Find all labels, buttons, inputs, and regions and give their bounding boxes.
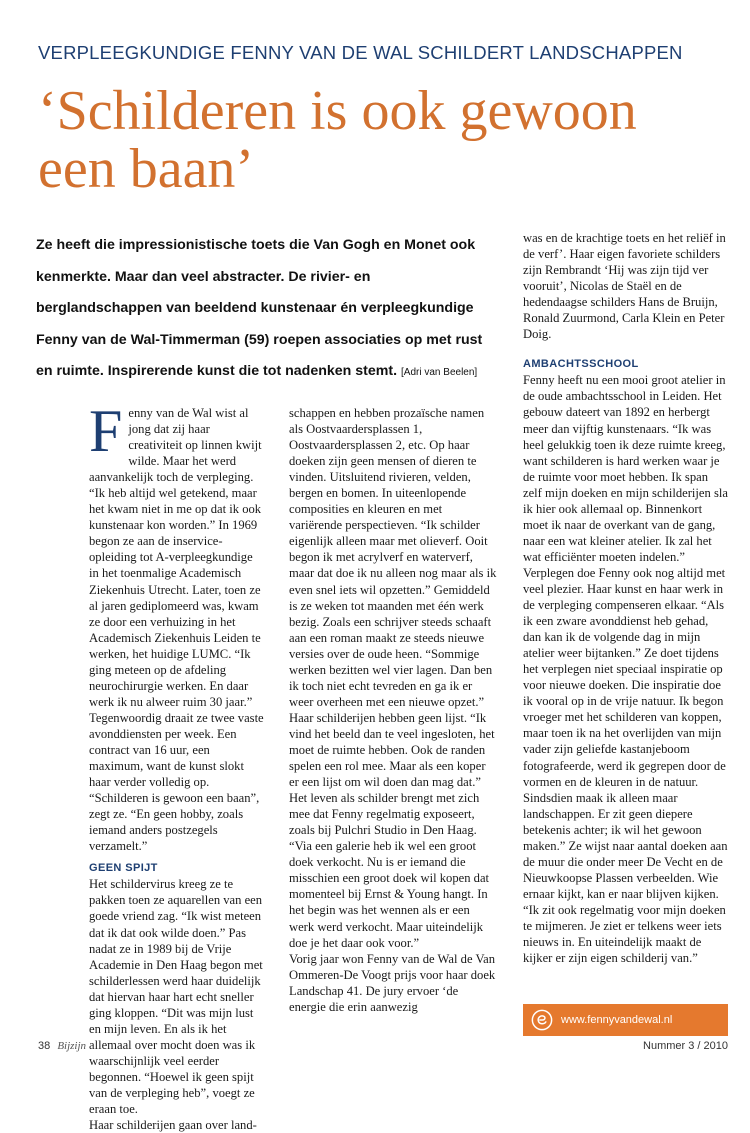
paragraph: Haar schilderijen gaan over land- xyxy=(89,1118,257,1133)
paragraph: Het schildervirus kreeg ze te pakken toen ze aquarellen van een goede vriend zag. “Ik wist meteen dat ik dat ook wilde doen.” Pas nadat ze in 1989 bij de Vrije Academie in Den Haag begon met schilderlessen werd haar duidelijk dat hiervan haar hart echt sneller ging kloppen. “Dit was mijn lust en mijn leven. En als ik het allemaal over mocht doen was ik waarschijnlijk veel eerder begonnen. “Hoewel ik geen spijt van de verpleging heb”, voegt ze eraan toe. xyxy=(89,877,263,1117)
issue-label: Nummer 3 / 2010 xyxy=(643,1040,728,1052)
drop-cap: F xyxy=(89,398,123,464)
paragraph: enny van de Wal wist al jong dat zij haar creativiteit op linnen kwijt wilde. Maar het werd aanvankelijk toch de verpleging. “Ik heb altijd wel getekend, maar het kwam niet in me op dat ik ook kunstenaar kon worden.” In 1969 begon ze aan de inservice-opleiding tot A-verpleegkundige in het toenmalige Academisch Ziekenhuis Utrecht. Later, toen ze al jaren gediplomeerd was, kwam ze door een verhuizing in het Academisch Ziekenhuis Leiden te werken, het huidige LUMC. “Ik ging meteen op de afdeling neurochirurgie werken. En daar werk ik nu alweer ruim 30 jaar.” xyxy=(89,406,262,709)
column-3 xyxy=(523,230,728,966)
paragraph: Fenny heeft nu een mooi groot atelier in de oude ambachtsschool in Leiden. Het gebouw dateert van 1892 en herbergt meer dan vijftig kunstenaars. “Ik was heel gelukkig toen ik deze ruimte kreeg, want schilderen is hard werken waar je de ruimte voor moet hebben. Ik span zelf mijn doeken en mijn schilderijen sla ik hier ook allemaal op. Binnenkort moet ik naar de overkant van de gang, naar een wat kleiner atelier. Ik zal het wat efficiënter moeten indelen.” xyxy=(523,373,728,564)
byline: [Adri van Beelen] xyxy=(401,367,478,378)
paragraph: Haar schilderijen hebben geen lijst. “Ik vind het beeld dan te veel ingesloten, het moet de ruimte hebben. Ook de randen spelen een rol mee. Maar als een koper er een lijst om wil doen dan mag dat.” xyxy=(289,710,495,790)
paragraph: schappen en hebben prozaïsche namen als Oostvaardersplassen 1, Oostvaardersplassen 2, etc. Op haar doeken zijn geen mensen of dieren te vinden. Uitsluitend rivieren, velden, bergen en bomen. In uiteenlopende composities en kleuren en met variërende perspectieven. “Ik schilder eigenlijk alleen maar met olieverf. Ooit begon ik met acrylverf en waterverf, maar dat doe ik nu alleen nog maar als ik even snel iets wil opzetten.” Gemiddeld is ze weken tot maanden met één werk bezig. Zoals een schrijver steeds schaaft aan een roman maakt ze steeds nieuwe versies over de oude heen. “Sommige werken bezitten wel vier lagen. Dan ben ik toch niet echt tevreden en ga ik er weer overheen met een nieuwe opzet.” xyxy=(289,406,497,709)
footer-left xyxy=(38,1040,86,1052)
paragraph: Verplegen doe Fenny ook nog altijd met veel plezier. Haar kunst en haar werk in de verpleging compenseren elkaar. “Als ik een zware avonddienst heb gehad, dan kan ik de volgende dag in mijn atelier weer bijtanken.” Ze doet tijdens het verplegen niet speciaal inspiratie op voor nieuwe doeken. Die inspiratie doe ik vooral op in de vrije natuur. Ik begon vroeger met het schilderen van koppen, maar toen ik na het overlijden van mijn vader zijn geliefde kastanjeboom fotografeerde, werd ik gegrepen door de vormen en de kleuren in de natuur. Sindsdien maak ik alleen maar landschappen. Er zit geen diepere betekenis achter; ik wil het gewoon maken.” Ze wijst naar aantal doeken aan de muur die onder meer De Vecht en de Nieuwkoopse Plassen verbeelden. Wie ernaar kijkt, kan er naar blijven kijken. “Ik zit ook regelmatig voor mijn doeken te mijmeren. Je ziet er telkens weer iets nieuws in. En uiteindelijk maakt de kijker er zijn eigen schilderij van.” xyxy=(523,565,728,966)
page-number: 38 xyxy=(38,1040,51,1052)
paragraph: was en de krachtige toets en het reliëf in de verf’. Haar eigen favoriete schilders zijn Rembrandt ‘Hij was zijn tijd ver vooruit’, Nicolas de Staël en de hedendaagse schilders Hans de Bruijn, Ronald Zuurmond, Carla Klein en Peter Doig. xyxy=(523,231,726,342)
article-kicker: VERPLEEGKUNDIGE FENNY VAN DE WAL SCHILDERT LANDSCHAPPEN xyxy=(38,42,683,63)
column-2 xyxy=(289,405,497,1015)
website-box[interactable] xyxy=(523,1004,728,1036)
website-link[interactable]: www.fennyvandewal.nl xyxy=(561,1014,673,1026)
article-title: ‘Schilderen is ook gewoon een baan’ xyxy=(38,80,637,200)
website-logo-icon xyxy=(531,1009,553,1031)
subhead-geen-spijt: GEEN SPIJT xyxy=(89,862,158,875)
paragraph: Tegenwoordig draait ze twee vaste avonddiensten per week. Een contract van 16 uur, een maximum, want de kunst slokt haar verder volledig op. “Schilderen is gewoon een baan”, zegt ze. “En geen hobby, zoals iemand anders postzegels verzamelt.” xyxy=(89,710,264,854)
article-intro xyxy=(36,230,496,389)
paragraph: Vorig jaar won Fenny van de Wal de Van Ommeren-De Voogt prijs voor haar doek Landschap 41. De jury ervoer ‘de energie die erin aanwezig xyxy=(289,951,496,1014)
column-1 xyxy=(89,398,264,1133)
magazine-name: Bijzijn xyxy=(57,1040,87,1052)
intro-text: Ze heeft die impressionistische toets die Van Gogh en Monet ook kenmerkte. Maar dan veel abstracter. De rivier- en berglandschappen van beeldend kunstenaar én verpleegkundige Fenny van de Wal-Timmerman (59) roepen associaties op met rust en ruimte. Inspirerende kunst die tot nadenken stemt. xyxy=(36,237,483,379)
subhead-ambachtsschool: AMBACHTSSCHOOL xyxy=(523,358,639,371)
paragraph: Het leven als schilder brengt met zich mee dat Fenny regelmatig exposeert, zoals bij Pulchri Studio in Den Haag. “Via een galerie heb ik wel een groot doek verkocht. Nu is er iemand die misschien een groot doek wil kopen dat momenteel bij Ernst & Young hangt. In het begin was het wennen als er een werk werd verkocht. Maar uiteindelijk doe je het daar ook voor.” xyxy=(289,791,490,950)
